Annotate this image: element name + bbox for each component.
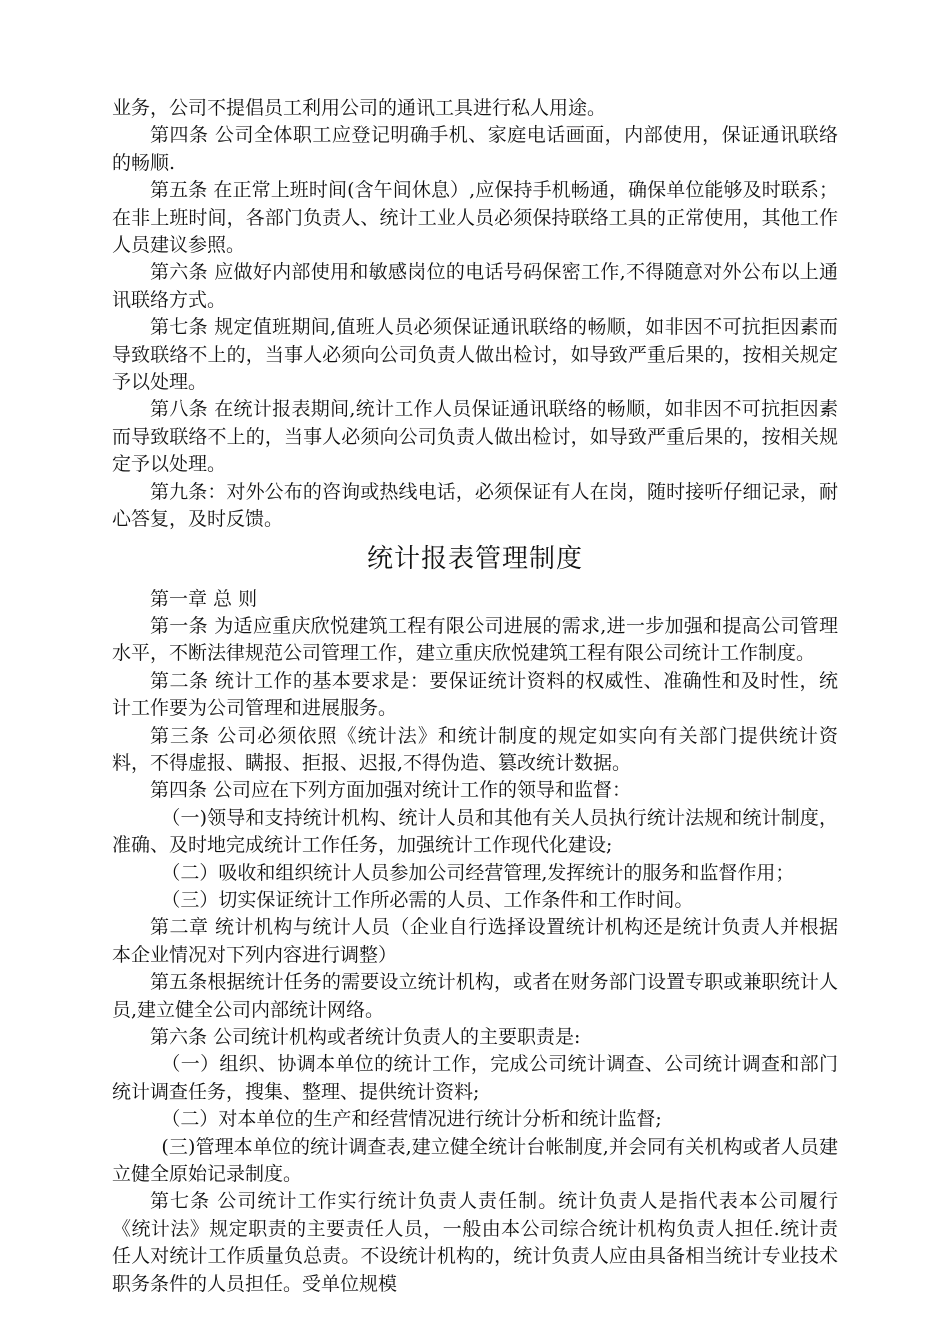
body-paragraph: 第三条 公司必须依照《统计法》和统计制度的规定如实向有关部门提供统计资料，不得虚报、瞒报、拒报、迟报,不得伪造、篡改统计数据。 <box>112 724 838 774</box>
intro-paragraph: 第五条 在正常上班时间(含午间休息）,应保持手机畅通，确保单位能够及时联系；在非上班时间，各部门负责人、统计工业人员必须保持联络工具的正常使用，其他工作人员建议参照。 <box>112 179 838 257</box>
body-paragraph: 第一条 为适应重庆欣悦建筑工程有限公司进展的需求,进一步加强和提高公司管理水平，不断法律规范公司管理工作，建立重庆欣悦建筑工程有限公司统计工作制度。 <box>112 614 838 665</box>
intro-paragraph: 第四条 公司全体职工应登记明确手机、家庭电话画面，内部使用，保证通讯联络的畅顺. <box>112 124 838 174</box>
body-paragraph: 第四条 公司应在下列方面加强对统计工作的领导和监督： <box>150 779 632 802</box>
intro-paragraph: 第九条：对外公布的咨询或热线电话，必须保证有人在岗，随时接听仔细记录，耐心答复，及时反馈。 <box>112 480 838 531</box>
body-paragraph: 第六条 公司统计机构或者统计负责人的主要职责是: <box>150 1026 581 1048</box>
intro-paragraph: 业务，公司不提倡员工利用公司的通讯工具进行私人用途。 <box>112 97 607 119</box>
chapter-heading: 第二章 统计机构与统计人员（企业自行选择设置统计机构还是统计负责人并根据本企业情况对下列内容进行调整） <box>112 916 838 966</box>
body-paragraph: 第七条 公司统计工作实行统计负责人责任制。统计负责人是指代表本公司履行《统计法》规定职责的主要责任人员，一般由本公司综合统计机构负责人担任.统计责任人对统计工作质量负总责。不设统计机构的，统计负责人应由具备相当统计专业技术职务条件的人员担任。受单位规模 <box>112 1190 838 1295</box>
body-paragraph: 第五条根据统计任务的需要设立统计机构，或者在财务部门设置专职或兼职统计人员,建立健全公司内部统计网络。 <box>112 971 838 1021</box>
list-item: （三）切实保证统计工作所必需的人员、工作条件和工作时间。 <box>161 888 694 911</box>
list-item: （一）组织、协调本单位的统计工作，完成公司统计调查、公司统计调查和部门统计调查任务，搜集、整理、提供统计资料; <box>112 1053 838 1103</box>
intro-paragraph: 第七条 规定值班期间,值班人员必须保证通讯联络的畅顺，如非因不可抗拒因素而导致联络不上的，当事人必须向公司负责人做出检讨，如导致严重后果的，按相关规定予以处理。 <box>112 316 838 394</box>
intro-paragraph: 第八条 在统计报表期间,统计工作人员保证通讯联络的畅顺，如非因不可抗拒因素而导致联络不上的，当事人必须向公司负责人做出检讨，如导致严重后果的，按相关规定予以处理。 <box>112 398 838 476</box>
list-item: （二）吸收和组织统计人员参加公司经营管理,发挥统计的服务和监督作用； <box>161 861 795 884</box>
chapter-heading: 第一章 总 则 <box>150 587 258 610</box>
body-paragraph: 第二条 统计工作的基本要求是：要保证统计资料的权威性、准确性和及时性，统计工作要为公司管理和进展服务。 <box>112 669 838 720</box>
list-item: (三)管理本单位的统计调查表,建立健全统计台帐制度,并会同有关机构或者人员建立健全原始记录制度。 <box>112 1135 838 1186</box>
list-item: （二）对本单位的生产和经营情况进行统计分析和统计监督; <box>161 1108 662 1131</box>
section-title: 统计报表管理制度 <box>366 543 583 574</box>
list-item: （一)领导和支持统计机构、统计人员和其他有关人员执行统计法规和统计制度，准确、及时地完成统计工作任务，加强统计工作现代化建设; <box>112 806 838 857</box>
intro-paragraph: 第六条 应做好内部使用和敏感岗位的电话号码保密工作,不得随意对外公布以上通讯联络方式。 <box>112 261 838 311</box>
